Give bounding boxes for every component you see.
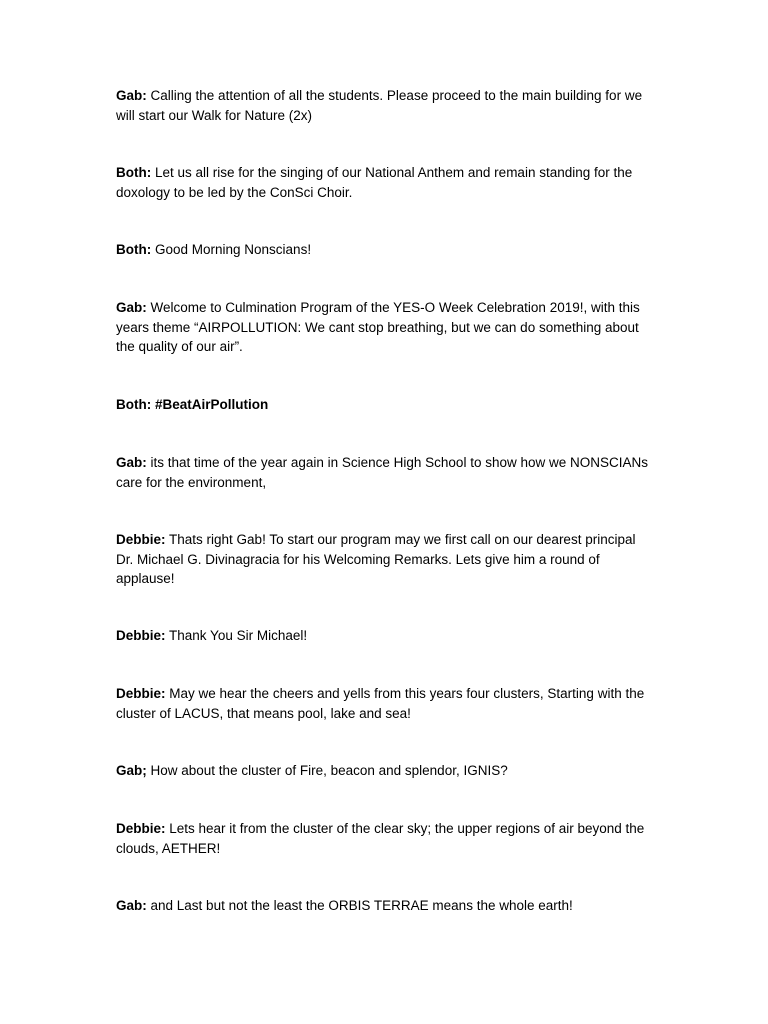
script-line (116, 819, 656, 858)
speaker-label: Gab: (116, 88, 147, 103)
speaker-label: Both: (116, 165, 152, 180)
speaker-label: Both: (116, 242, 152, 257)
speaker-label: Both: #BeatAirPollution (116, 397, 269, 412)
dialogue-text: Thats right Gab! To start our program may we first call on our dearest principal Dr. Michael G. Divinagracia for his Welcoming Remarks. Lets give him a round of applause! (116, 532, 636, 586)
script-line (116, 298, 656, 357)
script-line (116, 530, 656, 589)
speaker-label: Gab: (116, 898, 147, 913)
dialogue-text: May we hear the cheers and yells from this years four clusters, Starting with the cluster of LACUS, that means pool, lake and sea! (116, 686, 645, 721)
dialogue-text: Let us all rise for the singing of our National Anthem and remain standing for the doxology to be led by the ConSci Choir. (116, 165, 633, 200)
speaker-label: Gab: (116, 300, 147, 315)
script-line (116, 896, 656, 916)
dialogue-text: How about the cluster of Fire, beacon and splendor, IGNIS? (146, 763, 508, 778)
speaker-label: Debbie: (116, 532, 166, 547)
script-line (116, 626, 656, 646)
dialogue-text: Lets hear it from the cluster of the clear sky; the upper regions of air beyond the clouds, AETHER! (116, 821, 645, 856)
speaker-label: Debbie: (116, 628, 166, 643)
speaker-label: Gab: (116, 455, 147, 470)
script-line (116, 453, 656, 492)
script-line (116, 684, 656, 723)
script-line (116, 395, 656, 415)
dialogue-text: its that time of the year again in Science High School to show how we NONSCIANs care for the environment, (116, 455, 648, 490)
script-line (116, 240, 656, 260)
script-line (116, 163, 656, 202)
speaker-label: Debbie: (116, 686, 166, 701)
script-line (116, 86, 656, 125)
speaker-label: Gab; (116, 763, 147, 778)
script-line (116, 761, 656, 781)
dialogue-text: and Last but not the least the ORBIS TERRAE means the whole earth! (146, 898, 573, 913)
dialogue-text: Calling the attention of all the students. Please proceed to the main building for we will start our Walk for Nature (2x) (116, 88, 643, 123)
dialogue-text: Welcome to Culmination Program of the YES-O Week Celebration 2019!, with this years theme “AIRPOLLUTION: We cant stop breathing, but we can do something about the quality of our air”. (116, 300, 640, 354)
dialogue-text: Good Morning Nonscians! (151, 242, 312, 257)
dialogue-text: Thank You Sir Michael! (165, 628, 308, 643)
speaker-label: Debbie: (116, 821, 166, 836)
